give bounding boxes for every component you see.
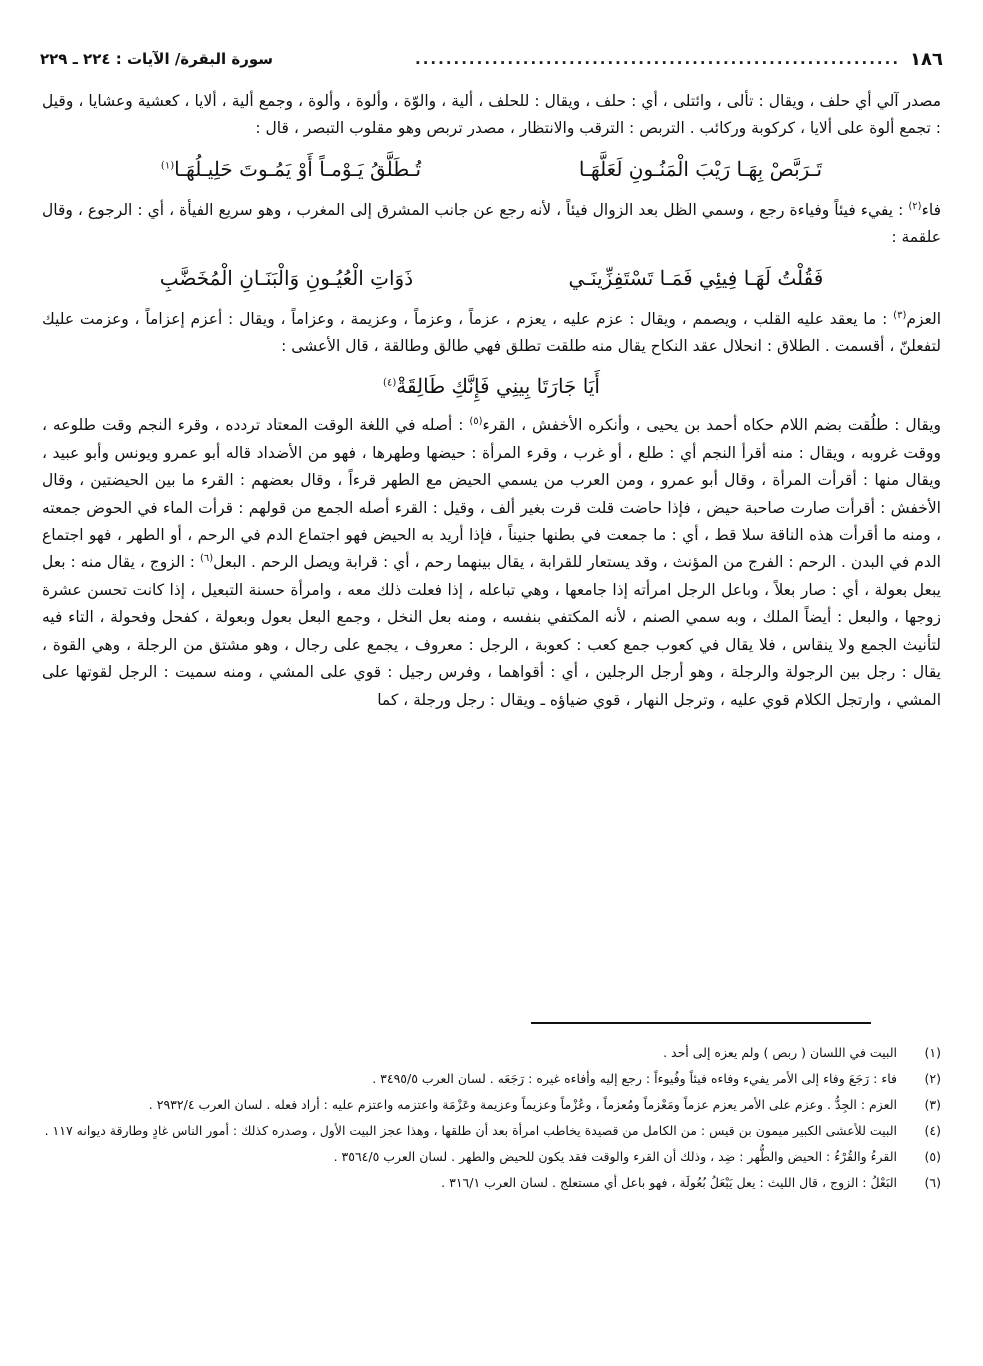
footnote-number: (٢) [924,1071,941,1086]
verse-2-first-hemistich: فَقُلْتُ لَهَـا فِيئِي فَمَـا تَسْتَفِزِّينَـي [568,265,824,290]
footnote [42,1120,941,1142]
footnote-text: البيت في اللسان ( ربص ) ولم يعزه إلى أحد . [663,1045,897,1060]
paragraph-4-text-c: : الزوج ، يقال منه : بعل يبعل بعولة ، أي : صار بعلاً ، وباعل الرجل امرأته إذا جامعها ، وهي تباعله ، إذا فعلت ذلك معه ، وامرأة حسنة التبعيل ، إذا كانت تحسن عشرة زوجها ، والبعل : أيضاً الملك ، وبه سمي الصنم ، لأنه المكتفي بنفسه ، ومنه بعل النخل ، وجمع البعل بعول وبعولة ، كفحل وفحولة ، التاء فيه لتأنيث الجمع ولا ينقاس ، فلا يقال في كعوب جمع كعب : كعوبة ، الرجل : معروف ، يجمع على رجال ، وهو مشتق من الرجلة ، وهي القوة ، يقال : رجل بين الرجولة والرجلة ، وهو أرجل الرجلين ، أي : أقواهما ، وفرس رجيل : قوي على المشي ، ومنه سميت : الرجل لقوتها على المشي ، وارتجل الكلام قوي عليه ، وترجل النهار ، قوي ضياؤه ـ ويقال : رجل ورجلة ، كما [41,553,941,709]
footnote-separator [531,1022,871,1024]
paragraph-4-text-b: : أصله في اللغة الوقت المعتاد تردده ، وقرء النجم وقت طلوعه ، ووقت غروبه ، ويقال : منه أقرأ النجم أي : طلع ، أو غرب ، وقرء المرأة : حيضها وطهرها ، فهو من الأضداد قاله أبو عمرو ويونس وأبو عبيد ، ويقال منها : أقرأت المرأة ، وقال أبو عمرو ، ومن العرب من يسمي الحيض مع الطهر قرءاً ، وقال بعضهم : القرء ما بين الحيضتين ، وقال الأخفش : أقرأت صارت صاحبة حيض ، فإذا حاضت قلت قرت بغير ألف ، وقيل : القرء أصله الجمع من قولهم : قرأت الماء في الحوض جمعته ، ومنه ما أقرأت هذه الناقة سلا قط ، أي : ما جمعت في بطنها جنيناً ، فإذا أريد به الحيض فهو اجتماع الدم في الرحم ، أو الطهر ، فهو اجتماع الدم في البدن . الرحم : الفرج من المؤنث ، وقد يستعار للقرابة ، يقال بينهما رحم ، أي : قرابة ويصل الرحم . البعل [42,416,941,572]
footnote-ref-4: (٤) [383,377,397,389]
verse-1-first-hemistich: تَـرَبَّصْ بِهَـا رَيْبَ الْمَنُـونِ لَعَلَّهَـا [578,156,823,181]
verse-1-second-hemistich [161,147,421,191]
header-title: سورة البقرة/ الآيات : ٢٢٤ ـ ٢٢٩ [40,50,274,68]
verse-1 [82,147,901,191]
paragraph-2-text: : يفيء فيئاً وفياءة رجع ، وسمي الظل بعد الزوال فيئاً ، لأنه رجع عن جانب المشرق إلى المغرب ، وهو سريع الفيأة ، أي : الرجوع ، وقال علقمة : [42,200,941,247]
verse-3 [42,366,941,406]
paragraph-1: مصدر آلي أي حلف ، ويقال : تألى ، وائتلى ، أي : حلف ، ويقال : للحلف ، ألية ، والوّة ، وألوة ، وألوة ، وجمع ألية ، ألايا ، كعشية وعشايا ، وقيل : تجمع ألوة على ألايا ، كركوبة وركائب . التربص : الترقب والانتظار ، مصدر تربص وهو مقلوب التبصر ، قال : [42,92,941,138]
footnote [42,1146,941,1168]
paragraph-4 [42,412,941,713]
footnote-number: (٤) [924,1123,941,1138]
verse-2 [82,256,901,300]
verse-3-text: أَيَا جَارَتَا بِينِي فَإِنَّكِ طَالِقَةْ [396,374,600,399]
footnote-ref-1: (١) [160,160,175,172]
footnote [42,1172,941,1194]
footnote-number: (١) [924,1045,941,1060]
verse-1-second-text: تُـطَلَّقُ يَـوْمـاً أَوْ يَمُـوتَ حَلِيـلُهَـا [174,156,422,181]
footnote [42,1042,941,1064]
footnotes [42,1042,941,1198]
footnote [42,1068,941,1090]
footnote-text: القرءُ والقُرْءُ : الحيض والطُّهر : ضِد ، وذلك أن القرء والوقت فقد يكون للحيض والطهر . لسان العرب ٣٥٦٤/٥ . [333,1149,897,1164]
footnote [42,1094,941,1116]
footnote-text: البيت للأعشى الكبير ميمون بن قيس : من الكامل من قصيدة يخاطب امرأة بعد أن طلقها ، وهذا عجز البيت الأول ، وصدره كذلك : أمور الناس غادٍ وطارقة ديوانه ١١٧ . [44,1123,897,1138]
footnote-ref-3: (٣) [893,309,907,321]
footnote-text: العزم : الجِدُّ . وعزم على الأمر يعزم عزماً ومَعْزماً ومُعزماً ، وعُزْماً وعزيماً وعزيمة وعَزْمَة واعتزمه واعتزم عليه : أراد فعله . لسان العرب ٢٩٣٢/٤ . [148,1097,897,1112]
header-leader-dots: ............................................................... [415,50,901,68]
footnote-number: (٣) [924,1097,941,1112]
main-text [42,88,941,714]
term-fa: فاء [921,200,941,219]
footnote-ref-5: (٥) [469,416,483,428]
term-azm: العزم [906,309,941,328]
verse-2-second-hemistich: ذَوَاتِ الْعُيُـونِ وَالْبَنَـانِ الْمُخَضَّبِ [159,265,414,290]
page-number: ١٨٦ [910,48,943,70]
footnote-ref-6: (٦) [199,553,214,565]
footnote-number: (٥) [924,1149,941,1164]
paragraph-3-text: : ما يعقد عليه القلب ، ويصمم ، ويقال : عزم عليه ، يعزم ، عزماً ، وعزماً ، وعزيمة ، وعزاماً ، ويقال : أعزم إعزاماً ، وعزمت عليك لتفعلنّ ، أقسمت . الطلاق : انحلال عقد النكاح يقال منه طلقت تطلق فهي طالق وطالقة ، قال الأعشى : [42,309,941,356]
footnote-number: (٦) [924,1175,941,1190]
paragraph-3 [42,306,941,361]
paragraph-2 [42,197,941,252]
footnote-text: فاء : رَجَعَ وفاء إلى الأمر يفيء وفاءه فيئاً وفُيوءاً : رجع إليه وأفاءه غيره : رَجَعَه . لسان العرب ٣٤٩٥/٥ . [372,1071,897,1086]
running-header [40,44,943,74]
footnote-ref-2: (٢) [908,200,922,212]
footnote-text: البَعْلُ : الزوج ، قال الليث : يعل يَبْعَلُ بُعُولَة ، فهو باعل أي مستعلج . لسان العرب ٣١٦/١ . [441,1175,897,1190]
paragraph-4-text-a: ويقال : طلُقت بضم اللام حكاه أحمد بن يحيى ، وأنكره الأخفش ، القرء [482,416,941,435]
